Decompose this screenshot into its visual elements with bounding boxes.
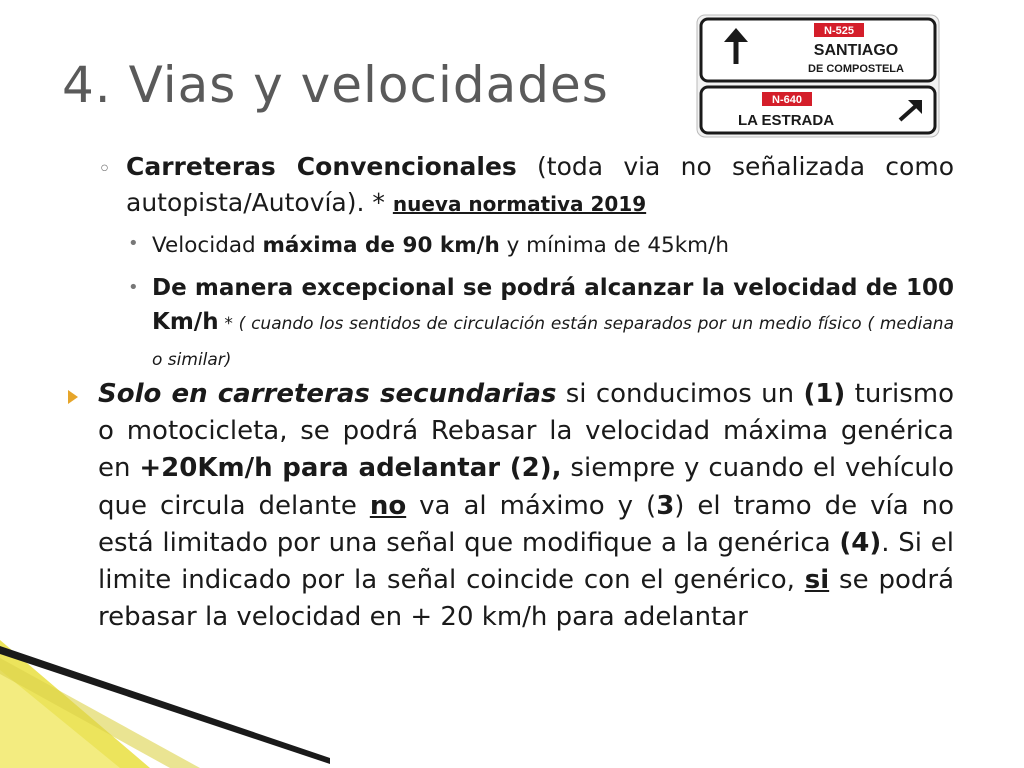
slide-title: 4. Vias y velocidades <box>62 56 609 114</box>
normativa-link: nueva normativa 2019 <box>392 192 647 216</box>
road-number: N-525 <box>824 25 854 37</box>
sign-line1: SANTIAGO <box>813 42 899 59</box>
secundarias-paragraph: Solo en carreteras secundarias si conducimos un (1) turismo o motocicleta, se podrá Rebasar la velocidad máxima genérica en +20Km/h para adelantar (2), siempre y cuando el vehículo que circula delante no va al máximo y (3) el tramo de vía no está limitado por una señal que modifique a la genérica (4). Si el limite indicado por la señal coincide con el genérico, si se podrá rebasar la velocidad en + 20 km/h para adelantar <box>98 379 955 633</box>
sign-line1: LA ESTRADA <box>737 112 835 129</box>
bullet-level1: ◦ <box>98 157 111 182</box>
road-number: N-640 <box>772 94 802 106</box>
convencionales-paragraph <box>126 149 954 222</box>
velocidad-max: máxima de 90 km/h <box>262 233 500 258</box>
secundarias-lead: Solo en carreteras secundarias <box>98 379 557 409</box>
convencionales-desc: (toda via no señalizada como autopista/Autovía). * <box>126 152 954 217</box>
arrow-bullet-icon <box>68 390 78 404</box>
sign-line2: DE COMPOSTELA <box>808 63 904 75</box>
excepcional-text: De manera excepcional se podrá alcanzar la velocidad de 100 Km/h <box>152 275 954 335</box>
excepcional-item <box>152 271 954 377</box>
convencionales-heading: Carreteras Convencionales <box>126 152 517 181</box>
corner-decoration <box>0 640 340 768</box>
bullet-level2: • <box>128 277 139 298</box>
velocidad-item: Velocidad máxima de 90 km/h y mínima de 45km/h <box>152 233 729 258</box>
excepcional-note: * ( cuando los sentidos de circulación están separados por un medio físico ( mediana o similar) <box>152 314 954 370</box>
bullet-level2: • <box>128 233 139 254</box>
